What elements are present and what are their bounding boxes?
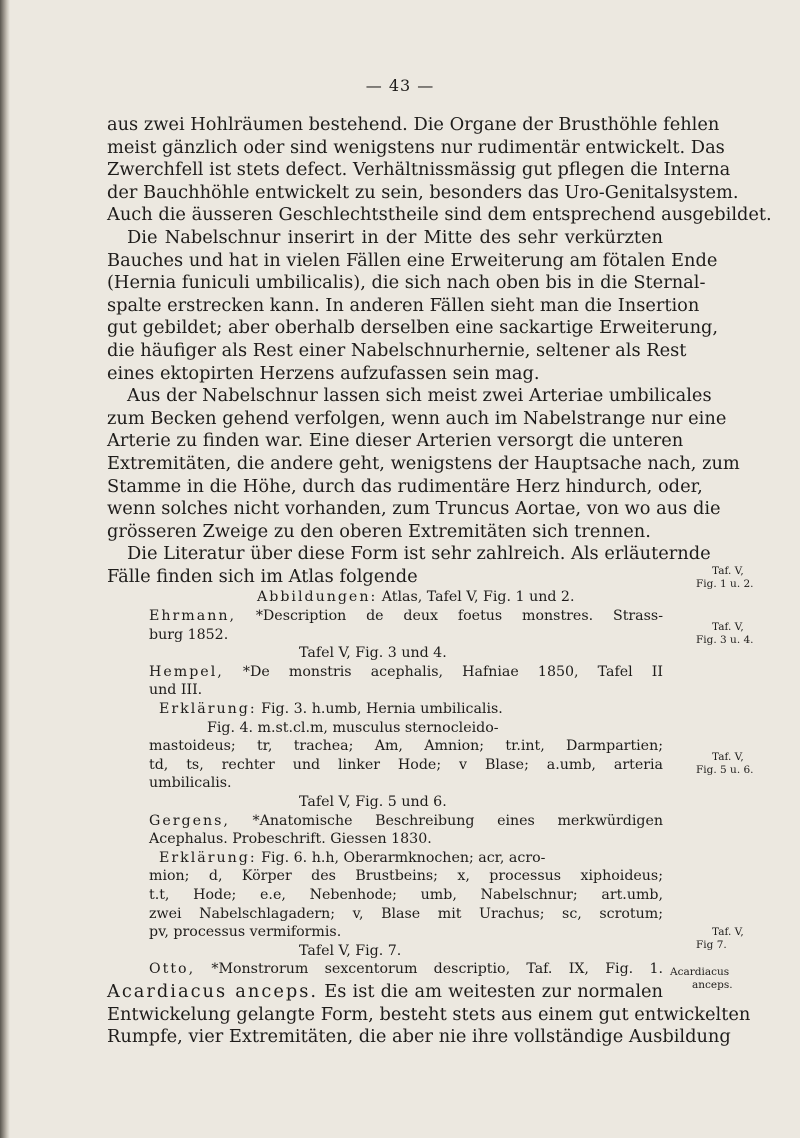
text-line: grösseren Zweige zu den oberen Extremitäten sich trennen. (107, 520, 651, 542)
margin-note: Fig 7. (696, 939, 727, 951)
text-line: Bauches und hat in vielen Fällen eine Erweiterung am fötalen Ende (107, 249, 718, 271)
reference-title: *Description de deux foetus monstres. Strass- (235, 608, 663, 625)
reference-title: *Anatomische Beschreibung eines merkwürdigen (229, 812, 663, 829)
erklaerung-line: umbilicalis. (149, 775, 232, 792)
reference-hempel (149, 663, 663, 682)
author-name: Hempel, (149, 663, 224, 680)
text-line: meist gänzlich oder sind wenigstens nur rudimentär entwickelt. Das (107, 136, 725, 158)
erklaerung-line: t.t, Hode; e.e, Nebenhode; umb, Nabelschnur; art.umb, (149, 886, 663, 903)
reference-continuation: und III. (149, 682, 203, 699)
text-line: spalte erstrecken kann. In anderen Fällen sieht man die Insertion (107, 294, 700, 316)
abbildungen-text: Atlas, Tafel V, Fig. 1 und 2. (377, 589, 575, 606)
text-line: Stamme in die Höhe, durch das rudimentäre Herz hindurch, oder, (107, 475, 703, 497)
erklaerung-line: td, ts, rechter und linker Hode; v Blase; a.umb, arteria (149, 756, 663, 773)
margin-note: Taf. V, (712, 565, 744, 577)
text-line: Auch die äusseren Geschlechtstheile sind dem entsprechend ausgebildet. (107, 204, 772, 226)
reference-continuation: Acephalus. Probeschrift. Giessen 1830. (149, 831, 432, 848)
text-line: Die Literatur über diese Form ist sehr zahlreich. Als erläuternde (127, 543, 711, 565)
text-line: aus zwei Hohlräumen bestehend. Die Organe der Brusthöhle fehlen (107, 114, 720, 135)
text-line (107, 981, 663, 1004)
plate-ref: Tafel V, Fig. 3 und 4. (299, 645, 447, 662)
text-line: gut gebildet; aber oberhalb derselben eine sackartige Erweiterung, (107, 317, 719, 339)
reference-list (149, 588, 663, 978)
erklaerung-text: Fig. 3. h.umb, Hernia umbilicalis. (256, 701, 503, 718)
erklaerung-line (149, 700, 663, 719)
reference-title: *Monstrorum sexcentorum descriptio, Taf. IX, Fig. 1. (195, 961, 663, 978)
text-line: der Bauchhöhle entwickelt zu sein, besonders das Uro-Genitalsystem. (107, 181, 739, 203)
margin-notes (668, 0, 788, 1138)
erklaerung-text: Fig. 6. h.h, Oberarmknochen; acr, acro- (256, 849, 546, 866)
text-line: Entwickelung gelangte Form, besteht stets aus einem gut entwickelten (107, 1003, 751, 1025)
text-line: die häufiger als Rest einer Nabelschnurhernie, seltener als Rest (107, 339, 687, 361)
erklaerung-line: mion; d, Körper des Brustbeins; x, processus xiphoideus; (149, 868, 663, 885)
text-line: Zwerchfell ist stets defect. Verhältnissmässig gut pflegen die Interna (107, 159, 731, 181)
margin-note: Taf. V, (712, 621, 744, 633)
plate-ref: Tafel V, Fig. 5 und 6. (299, 794, 447, 810)
author-name: Ehrmann, (149, 608, 236, 625)
abbildungen-label: Abbildungen: (257, 589, 378, 606)
reference-continuation: burg 1852. (149, 626, 229, 643)
text-line: Rumpfe, vier Extremitäten, die aber nie ihre vollständige Ausbildung (107, 1026, 731, 1048)
reference-gergens (149, 812, 663, 831)
erklaerung-line (149, 849, 663, 868)
margin-note: anceps. (692, 979, 733, 991)
plate-ref: Tafel V, Fig. 7. (299, 942, 402, 959)
section-term: Acardiacus anceps. (107, 980, 319, 1002)
margin-note: Fig. 5 u. 6. (696, 764, 754, 776)
margin-note: Fig. 1 u. 2. (696, 578, 754, 590)
section-text: Es ist die am weitesten zur normalen (318, 980, 663, 1002)
margin-note: Fig. 3 u. 4. (696, 634, 754, 646)
author-name: Gergens, (149, 812, 230, 829)
text-line: eines ektopirten Herzens aufzufassen sein mag. (107, 362, 540, 384)
margin-note: Acardiacus (670, 966, 730, 978)
erklaerung-line: Fig. 4. m.st.cl.m, musculus sternocleido- (207, 719, 499, 736)
erklaerung-line: mastoideus; tr, trachea; Am, Amnion; tr.int, Darmpartien; (149, 738, 663, 755)
margin-note: Taf. V, (712, 751, 744, 763)
text-line: Arterie zu finden war. Eine dieser Arterien versorgt die unteren (107, 430, 684, 452)
text-line: Die Nabelschnur inserirt in der Mitte des sehr verkürzten (127, 226, 663, 248)
erklaerung-line: pv, processus vermiformis. (149, 924, 342, 941)
text-line: (Hernia funiculi umbilicalis), die sich nach oben bis in die Sternal- (107, 272, 706, 294)
author-name: Otto, (149, 961, 196, 978)
text-line: zum Becken gehend verfolgen, wenn auch im Nabelstrange nur eine (107, 407, 727, 429)
page-number: — 43 — (365, 76, 435, 95)
erklaerung-label: Erklärung: (159, 701, 257, 718)
erklaerung-label: Erklärung: (159, 849, 257, 866)
abbildungen-line (149, 588, 663, 607)
reference-title: *De monstris acephalis, Hafniae 1850, Tafel II (223, 663, 663, 680)
text-line: wenn solches nicht vorhanden, zum Truncus Aortae, von wo aus die (107, 498, 721, 520)
reference-ehrmann (149, 607, 663, 626)
text-line: Extremitäten, die andere geht, wenigstens der Hauptsache nach, zum (107, 452, 740, 474)
reference-otto (149, 960, 663, 979)
text-line: Aus der Nabelschnur lassen sich meist zwei Arteriae umbilicales (127, 385, 712, 407)
margin-note: Taf. V, (712, 926, 744, 938)
erklaerung-line: zwei Nabelschlagadern; v, Blase mit Urachus; sc, scrotum; (149, 905, 663, 922)
text-line: Fälle finden sich im Atlas folgende (107, 565, 418, 587)
page-binding-edge (0, 0, 10, 1138)
